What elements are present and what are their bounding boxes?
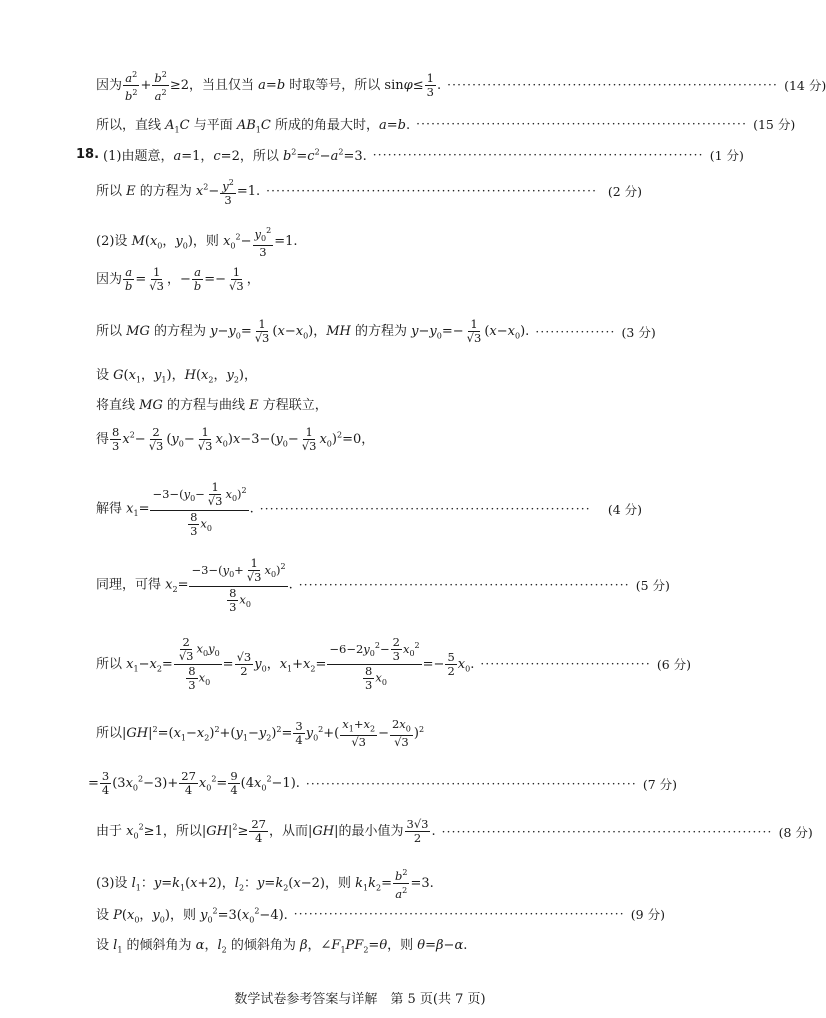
solution-line <box>96 266 642 293</box>
page-footer: 数学试卷参考答案与详解 第 5 页(共 7 页) <box>234 992 486 1007</box>
score-label: (2 分) <box>607 184 642 200</box>
solution-line <box>96 718 642 749</box>
score-label: (7 分) <box>642 776 678 792</box>
solution-line <box>96 364 642 385</box>
dot-leader: ················ <box>535 324 616 339</box>
dot-leader: ·································································· <box>298 578 630 593</box>
math-text: 设 $l_1$ 的倾斜角为 α，$l_2$ 的倾斜角为 β，$\angle F_1PF_2=\theta$，则 θ=β−α. <box>96 938 468 955</box>
solution-line <box>88 769 678 797</box>
math-text: 由于 $x_0^2\ge 1$，所以$|GH|^2\ge$ $\frac{27}{4}$ ，从而|GH|的最小值为 $\frac{3√3}{2}$ . <box>96 817 436 845</box>
score-label: (5 分) <box>635 578 670 594</box>
solution-line <box>96 635 692 693</box>
dot-leader: ·································································· <box>259 502 591 517</box>
math-text: 设 $P(x_0$，$y_0$)，则 $y_0^2=3(x_0^2-4)$. <box>96 906 288 925</box>
math-text: 解得 $x_1=$ $-3-(y_0-$ $\frac{1}{√3}$ $x_0)^2$ $\frac{8}{3}$ $x_0$ . <box>96 480 254 539</box>
solution-line <box>96 114 796 135</box>
math-text: 同理，可得 $x_2=$ $-3-(y_0+$ $\frac{1}{√3}$ $x_0)^2$ $\frac{8}{3}$ $x_0$ . <box>96 556 293 615</box>
score-label: (8 分) <box>778 824 813 840</box>
dot-leader: ·································································· <box>372 147 704 162</box>
math-text: = $\frac{3}{4}$ $(3x_0^2-3)+$ $\frac{27}{4}$ $x_0^2=$ $\frac{9}{4}$ $(4x_0^2-1)$. <box>88 769 300 797</box>
dot-leader: ·································································· <box>441 824 773 839</box>
math-text: (1)由题意，a=1，c=2，所以 $b^2=c^2-a^2=3$. <box>103 147 367 164</box>
solution-line <box>96 68 826 103</box>
dot-leader: ·································································· <box>447 78 779 93</box>
solution-line <box>96 817 813 845</box>
math-text: 所以 MG 的方程为 $y-y_0=$ $\frac{1}{√3}$ $(x-x_0)$，MH 的方程为 $y-y_0=-$ $\frac{1}{√3}$ $(x-x_0)$. <box>96 317 530 345</box>
math-text: 因为 $\frac{a}{b}$ = $\frac{1}{√3}$ ，− $\frac{a}{b}$ =− $\frac{1}{√3}$ ， <box>96 265 260 293</box>
solution-line <box>96 426 642 453</box>
math-text: (2)设 $M(x_0$，$y_0$)，则 $x_0^2-$ $\frac{y_0^2}{3}$ =1. <box>96 226 298 260</box>
math-text: 因为 $\frac{a^2}{b^2}$ + $\frac{b^2}{a^2}$ ≥2，当且仅当 a=b 时取等号，所以 sinφ≤ $\frac{1}{3}$ . <box>96 70 442 103</box>
solution-line <box>96 394 642 413</box>
solution-line <box>96 904 665 925</box>
score-label: (3 分) <box>621 324 656 340</box>
solution-line <box>96 317 656 345</box>
math-text: 所以，直线 $A_1C$ 与平面 $AB_1C$ 所成的角最大时，a=b. <box>96 118 411 135</box>
math-text: 将直线 MG 的方程与曲线 E 方程联立， <box>96 398 328 413</box>
solution-line <box>96 480 642 538</box>
solution-line <box>76 145 744 164</box>
score-label: (4 分) <box>607 502 642 518</box>
math-text: 所以 $x_1-x_2=$ $\frac{2}{√3}$ $x_0y_0$ $\frac{8}{3}$ $x_0$ = $\frac{√3}{2}$ $y_0$，$x_1+x_2=$ $-6-2y_0^2-$ $\frac{2}{3}$ $x_0^2$ $\frac{8}{3}$ $x_0$ =− $\frac{5}{2}$ $x_0$. <box>96 635 475 693</box>
score-label: (9 分) <box>630 907 665 923</box>
question-number: 18. <box>76 147 100 162</box>
score-label: (14 分) <box>784 78 826 94</box>
solution-line <box>96 934 642 955</box>
solution-line <box>96 866 642 901</box>
dot-leader: ·································································· <box>293 907 625 922</box>
score-label: (6 分) <box>656 657 692 673</box>
math-text: 所以$|GH|^2=(x_1-x_2)^2+(y_1-y_2)^2=$ $\frac{3}{4}$ $y_0^2+$( $\frac{x_1+x_2}{√3}$ − $\frac{2x_0}{√3}$ )$^2$ <box>96 717 425 750</box>
dot-leader: ·································· <box>480 657 651 672</box>
math-text: 得 $\frac{8}{3}$ $x^2-$ $\frac{2}{√3}$ ($y_0-$ $\frac{1}{√3}$ $x_0)x-3-(y_0-$ $\frac{1}{√3}$ $x_0)^2=0$， <box>96 425 375 453</box>
math-text: 设 $G(x_1$，$y_1$)，$H(x_2$，$y_2$)， <box>96 368 257 385</box>
solution-line <box>96 556 670 615</box>
dot-leader: ·································································· <box>416 117 748 132</box>
math-text: 所以 E 的方程为 $x^2-$ $\frac{y^2}{3}$ =1. <box>96 178 261 207</box>
score-label: (1 分) <box>709 147 744 163</box>
solution-line <box>96 176 642 207</box>
math-text: (3)设 $l_1$：$y=k_1(x+2)$，$l_2$：$y=k_2(x-2)$，则 $k_1k_2=$ $\frac{b^2}{a^2}$ =3. <box>96 868 434 901</box>
solution-line <box>96 224 642 259</box>
dot-leader: ·································································· <box>266 184 598 199</box>
dot-leader: ·································································· <box>305 776 637 791</box>
score-label: (15 分) <box>753 117 796 133</box>
